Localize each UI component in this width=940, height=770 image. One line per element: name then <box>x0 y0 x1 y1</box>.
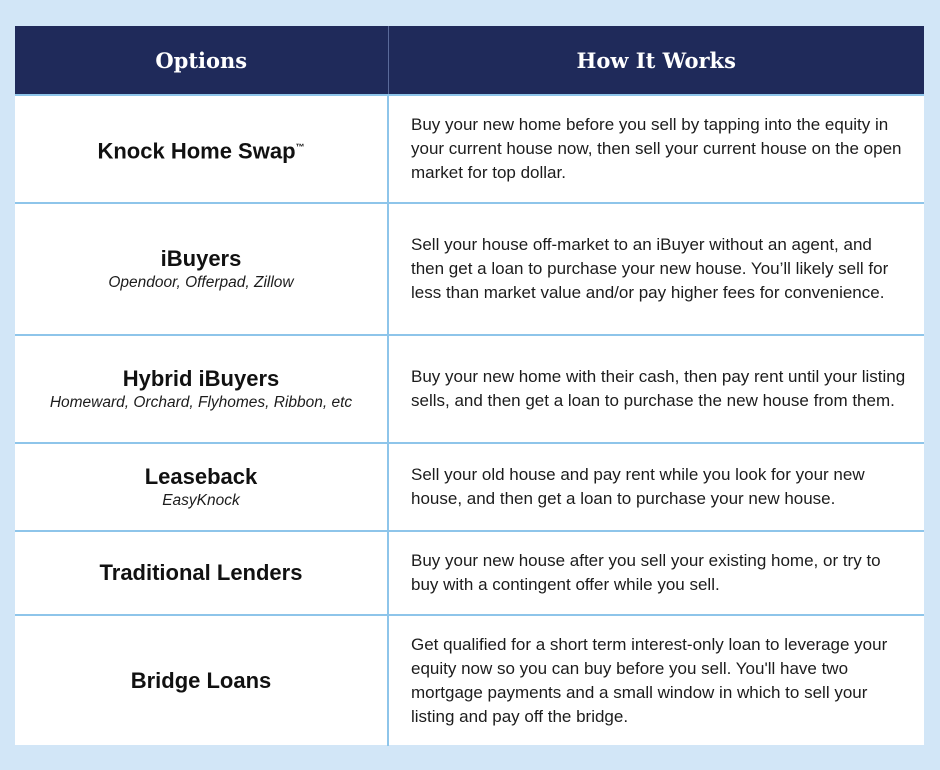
comparison-table-container <box>15 26 924 745</box>
description-cell: Get qualified for a short term interest-only loan to leverage your equity now so you can buy before you sell. You'll have two mortgage payments and a small window in which to sell your listing and pay off the bridge. <box>388 615 924 746</box>
option-cell <box>15 335 388 443</box>
table-row <box>15 203 924 335</box>
option-cell <box>15 443 388 531</box>
option-name: Bridge Loans <box>130 668 272 693</box>
description-cell: Sell your house off-market to an iBuyer without an agent, and then get a loan to purchase your new house. You’ll likely sell for less than market value and/or pay higher fees for convenience. <box>388 203 924 335</box>
option-name: Traditional Lenders <box>99 560 303 585</box>
option-cell <box>15 531 388 615</box>
trademark-mark: ™ <box>295 141 305 152</box>
option-name: Leaseback <box>144 464 258 489</box>
option-examples: EasyKnock <box>162 492 240 509</box>
header-options: Options <box>15 26 388 95</box>
table-row <box>15 615 924 746</box>
table-header-row <box>15 26 924 95</box>
option-cell <box>15 203 388 335</box>
comparison-table <box>15 26 924 746</box>
option-cell <box>15 615 388 746</box>
header-how-it-works: How It Works <box>388 26 924 95</box>
option-cell <box>15 95 388 203</box>
option-examples: Opendoor, Offerpad, Zillow <box>108 274 294 291</box>
description-cell: Buy your new house after you sell your existing home, or try to buy with a contingent offer while you sell. <box>388 531 924 615</box>
table-row <box>15 443 924 531</box>
option-examples: Homeward, Orchard, Flyhomes, Ribbon, etc <box>49 394 353 411</box>
table-row <box>15 531 924 615</box>
table-row <box>15 335 924 443</box>
option-name: Knock Home Swap™ <box>97 138 305 164</box>
option-name: iBuyers <box>160 246 242 271</box>
option-name: Hybrid iBuyers <box>122 366 280 391</box>
table-row <box>15 95 924 203</box>
description-cell: Buy your new home before you sell by tapping into the equity in your current house now, then sell your current house on the open market for top dollar. <box>388 95 924 203</box>
description-cell: Buy your new home with their cash, then pay rent until your listing sells, and then get a loan to purchase the new house from them. <box>388 335 924 443</box>
description-cell: Sell your old house and pay rent while you look for your new house, and then get a loan to purchase your new house. <box>388 443 924 531</box>
